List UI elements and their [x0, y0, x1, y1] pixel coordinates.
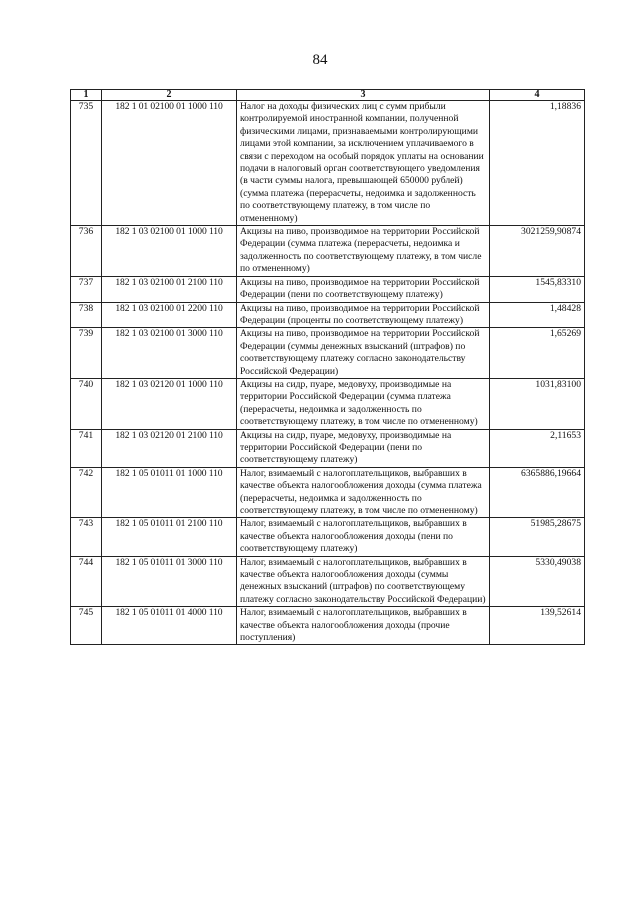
budget-code: 182 1 03 02100 01 2100 110 [102, 276, 237, 302]
row-number: 739 [71, 328, 102, 379]
page-number: 84 [312, 52, 328, 68]
revenue-description: Акцизы на пиво, производимое на территории Российской Федерации (пени по соответствующему платежу) [237, 276, 490, 302]
table-row [71, 378, 585, 429]
row-number: 737 [71, 276, 102, 302]
budget-code: 182 1 03 02100 01 2200 110 [102, 302, 237, 328]
row-number: 743 [71, 518, 102, 556]
table-row [71, 226, 585, 277]
row-number: 738 [71, 302, 102, 328]
revenue-description: Акцизы на пиво, производимое на территории Российской Федерации (проценты по соответствующему платежу) [237, 302, 490, 328]
table-row [71, 429, 585, 467]
table-row [71, 302, 585, 328]
budget-code: 182 1 03 02100 01 1000 110 [102, 226, 237, 277]
row-number: 742 [71, 467, 102, 518]
amount: 2,11653 [490, 429, 585, 467]
table-row [71, 101, 585, 226]
row-number: 735 [71, 101, 102, 226]
table-row [71, 276, 585, 302]
amount: 1545,83310 [490, 276, 585, 302]
budget-code: 182 1 05 01011 01 4000 110 [102, 607, 237, 645]
budget-code: 182 1 03 02120 01 1000 110 [102, 378, 237, 429]
row-number: 745 [71, 607, 102, 645]
row-number: 740 [71, 378, 102, 429]
budget-code: 182 1 03 02100 01 3000 110 [102, 328, 237, 379]
budget-code: 182 1 03 02120 01 2100 110 [102, 429, 237, 467]
budget-code: 182 1 05 01011 01 2100 110 [102, 518, 237, 556]
revenue-description: Налог, взимаемый с налогоплательщиков, выбравших в качестве объекта налогообложения доходы (прочие поступления) [237, 607, 490, 645]
revenue-description: Налог на доходы физических лиц с сумм прибыли контролируемой иностранной компании, полученной физическими лицами, признаваемыми контролирующими лицами этой компании, за исключением уплачиваемого в связи с переходом на особый порядок уплаты на основании подачи в налоговый орган соответствующего уведомления (в части суммы налога, превышающей 650000 рублей) (сумма платежа (перерасчеты, недоимка и задолженность по соответствующему платежу, в том числе по отмененному) [237, 101, 490, 226]
header-col-3: 3 [237, 90, 490, 101]
table-row [71, 328, 585, 379]
budget-code: 182 1 05 01011 01 3000 110 [102, 556, 237, 607]
row-number: 736 [71, 226, 102, 277]
header-col-2: 2 [102, 90, 237, 101]
table-row [71, 556, 585, 607]
budget-code: 182 1 01 02100 01 1000 110 [102, 101, 237, 226]
revenue-description: Акцизы на пиво, производимое на территории Российской Федерации (сумма платежа (перерасчеты, недоимка и задолженность по соответствующему платежу, в том числе по отмененному) [237, 226, 490, 277]
revenue-description: Налог, взимаемый с налогоплательщиков, выбравших в качестве объекта налогообложения доходы (суммы денежных взысканий (штрафов) по соответствующему платежу согласно законодательству Российской Федерации) [237, 556, 490, 607]
amount: 6365886,19664 [490, 467, 585, 518]
row-number: 744 [71, 556, 102, 607]
table-row [71, 607, 585, 645]
amount: 3021259,90874 [490, 226, 585, 277]
header-col-1: 1 [71, 90, 102, 101]
amount: 51985,28675 [490, 518, 585, 556]
row-number: 741 [71, 429, 102, 467]
revenue-description: Налог, взимаемый с налогоплательщиков, выбравших в качестве объекта налогообложения доходы (пени по соответствующему платежу) [237, 518, 490, 556]
revenue-description: Акцизы на пиво, производимое на территории Российской Федерации (суммы денежных взысканий (штрафов) по соответствующему платежу согласно законодательству Российской Федерации) [237, 328, 490, 379]
revenue-description: Акцизы на сидр, пуаре, медовуху, производимые на территории Российской Федерации (сумма платежа (перерасчеты, недоимка и задолженность по соответствующему платежу, в том числе по отмененному) [237, 378, 490, 429]
amount: 1,18836 [490, 101, 585, 226]
amount: 139,52614 [490, 607, 585, 645]
revenue-description: Акцизы на сидр, пуаре, медовуху, производимые на территории Российской Федерации (пени по соответствующему платежу) [237, 429, 490, 467]
table-row [71, 518, 585, 556]
budget-revenue-table [70, 89, 585, 645]
amount: 1,48428 [490, 302, 585, 328]
table-header-row [71, 90, 585, 101]
budget-code: 182 1 05 01011 01 1000 110 [102, 467, 237, 518]
amount: 1031,83100 [490, 378, 585, 429]
header-col-4: 4 [490, 90, 585, 101]
revenue-description: Налог, взимаемый с налогоплательщиков, выбравших в качестве объекта налогообложения доходы (сумма платежа (перерасчеты, недоимка и задолженность по соответствующему платежу, в том числе по отмененному) [237, 467, 490, 518]
amount: 1,65269 [490, 328, 585, 379]
amount: 5330,49038 [490, 556, 585, 607]
table-row [71, 467, 585, 518]
